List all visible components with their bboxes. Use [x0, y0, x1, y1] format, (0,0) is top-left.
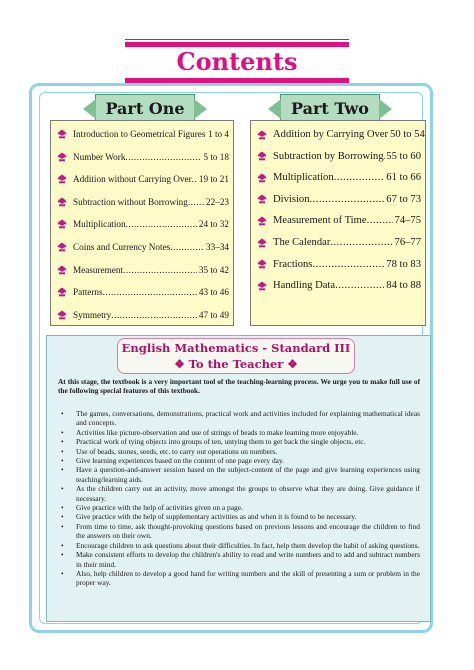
toc-entry-title: Addition by Carrying Over	[273, 129, 389, 140]
teacher-tip	[58, 456, 420, 465]
toc-entry-pages: 78 to 83	[386, 258, 421, 270]
toc-leader-dots	[188, 197, 204, 207]
ornament-bullet-icon	[257, 281, 267, 291]
teacher-tip-text: The games, conversations, demonstrations, practical work and activities included for explaining mathematical ideas and concepts.	[76, 409, 420, 428]
toc-leader-dots	[335, 280, 384, 291]
toc-entry-title: Division	[273, 193, 310, 205]
toc-entry	[257, 280, 421, 291]
toc-entry-pages: 84 to 88	[386, 280, 421, 292]
toc-leader-dots	[330, 237, 392, 248]
bullet-dot-icon: •	[61, 521, 64, 531]
teacher-tip	[58, 428, 420, 437]
toc-entry-title: Multiplication	[73, 219, 126, 230]
teacher-tip-text: As the children carry out an activity, move amongst the groups to observe what they are doing. Give guidance if necessary.	[76, 484, 420, 503]
teacher-tip	[58, 512, 420, 521]
part-two-heading: Part Two	[291, 98, 369, 118]
ornament-bullet-icon	[257, 194, 267, 204]
bullet-dot-icon: •	[61, 512, 64, 522]
toc-entry	[257, 129, 425, 140]
teacher-tip-text: Encourage children to ask questions about their difficulties. In fact, help them develop the habit of asking questions.	[76, 540, 420, 550]
toc-entry-pages: 19 to 21	[198, 174, 229, 185]
toc-entry-pages: 35 to 42	[198, 264, 229, 275]
ornament-bullet-icon	[257, 130, 267, 140]
toc-leader-dots	[103, 287, 197, 297]
toc-leader-dots	[111, 310, 197, 320]
teacher-tip-text: From time to time, ask thought-provoking questions based on previous lessons and encourage the children to find the answers on their own.	[76, 521, 420, 541]
toc-entry-title: Measurement	[73, 264, 124, 275]
toc-leader-dots	[126, 219, 197, 229]
teacher-tip	[58, 550, 420, 569]
toc-entry	[57, 287, 229, 297]
part-one-toc	[50, 120, 234, 326]
toc-entry-pages: 5 to 18	[203, 151, 229, 162]
bullet-dot-icon: •	[61, 446, 64, 456]
bullet-dot-icon: •	[61, 503, 64, 513]
ornament-bullet-icon	[57, 287, 67, 297]
ornament-bullet-icon	[57, 152, 67, 162]
toc-entry-pages: 74–75	[394, 215, 421, 227]
ornament-bullet-icon	[257, 238, 267, 248]
bullet-dot-icon: •	[61, 456, 64, 466]
teacher-notes-intro: At this stage, the textbook is a very important tool of the teaching-learning process. We urge you to make full use of the following special features of this textbook.	[58, 377, 420, 395]
teacher-tip	[58, 447, 420, 456]
toc-entry	[57, 242, 229, 252]
toc-entry-pages: 47 to 49	[198, 309, 229, 320]
toc-entry-title: Fractions	[273, 258, 313, 270]
ornament-bullet-icon	[257, 151, 267, 161]
bullet-dot-icon: •	[61, 465, 64, 475]
toc-entry-pages: 76–77	[394, 237, 421, 248]
part-one-banner	[95, 94, 195, 122]
bullet-dot-icon: •	[61, 437, 64, 447]
part-one-heading: Part One	[105, 98, 185, 118]
toc-entry	[257, 172, 421, 183]
bullet-dot-icon: •	[61, 409, 64, 418]
toc-entry	[57, 129, 229, 139]
toc-entry	[57, 152, 229, 162]
ornament-bullet-icon	[57, 219, 67, 229]
toc-entry	[257, 215, 421, 226]
toc-entry-title: Multiplication	[273, 172, 334, 184]
ornament-bullet-icon	[57, 242, 67, 252]
teacher-tip-text: Make consistent efforts to develop the children's ability to read and write numbers and to add and subtract numbers in their mind.	[76, 550, 420, 569]
toc-entry	[57, 174, 229, 184]
toc-entry	[57, 219, 229, 229]
toc-entry-title: Number Work	[73, 151, 126, 162]
ornament-bullet-icon	[57, 310, 67, 320]
toc-entry-pages: 43 to 46	[198, 287, 229, 298]
toc-entry	[257, 194, 421, 205]
toc-leader-dots	[170, 242, 204, 252]
ornament-bullet-icon	[257, 259, 267, 269]
teacher-tip-text: Use of beads, stones, seeds, etc. to carry out operations on numbers.	[76, 446, 278, 456]
toc-leader-dots	[367, 215, 393, 226]
ornament-bullet-icon	[57, 265, 67, 275]
toc-entry-pages: 55 to 60	[386, 150, 421, 162]
teacher-tip-text: Also, help children to develop a good hand for writing numbers and the skill of presenting a sum or problem in the proper way.	[76, 568, 420, 588]
teacher-tip-text: Give practice with the help of activities given on a page.	[76, 503, 243, 513]
toc-entry	[257, 151, 421, 162]
toc-entry-title: Patterns	[73, 287, 103, 298]
toc-entry-pages: 61 to 66	[386, 172, 421, 184]
ornament-bullet-icon	[57, 129, 67, 139]
ornament-bullet-icon	[257, 216, 267, 226]
teacher-notes-title-box	[117, 338, 355, 374]
toc-entry-pages: 67 to 73	[386, 193, 421, 205]
teacher-tip	[58, 484, 420, 503]
toc-entry	[57, 265, 229, 275]
teacher-notes-heading: ❖ To the Teacher ❖	[174, 357, 298, 371]
teacher-tip-text: Give learning experiences based on the content of one page every day.	[76, 456, 285, 466]
toc-entry-title: Addition without Carrying Over	[73, 174, 192, 185]
toc-entry-title: Introduction to Geometrical Figures	[73, 129, 206, 139]
bullet-dot-icon: •	[61, 540, 64, 550]
toc-leader-dots	[334, 172, 385, 183]
ornament-bullet-icon	[257, 173, 267, 183]
toc-entry	[257, 259, 421, 270]
toc-entry-pages: 1 to 4	[208, 129, 229, 139]
toc-entry-title: Handling Data	[273, 280, 336, 292]
teacher-tip-text: Give practice with the help of supplementary activities as and when it is found to be necessary.	[76, 512, 357, 522]
teacher-tips-list	[58, 409, 420, 588]
toc-entry	[257, 237, 421, 248]
bullet-dot-icon: •	[61, 484, 64, 494]
toc-entry-title: Subtraction by Borrowing	[273, 150, 384, 162]
toc-leader-dots	[123, 265, 197, 275]
toc-leader-dots	[312, 259, 384, 270]
part-two-banner	[280, 94, 380, 122]
toc-entry-pages: 24 to 32	[198, 219, 229, 230]
part-two-toc	[250, 120, 426, 326]
teacher-tip	[58, 465, 420, 484]
toc-entry-title: Symmetry	[73, 309, 112, 320]
teacher-tip	[58, 522, 420, 541]
teacher-tip-text: Practical work of tying objects into groups of ten, untying them to get back the single objects, etc.	[76, 437, 366, 447]
bullet-dot-icon: •	[61, 550, 64, 560]
toc-entry	[57, 197, 229, 207]
ornament-bullet-icon	[57, 174, 67, 184]
toc-entry-title: Subtraction without Borrowing	[73, 196, 188, 207]
teacher-tip	[58, 569, 420, 588]
teacher-tip-text: Activities like picture-observation and use of strings of beads to make learning more enjoyable.	[76, 427, 359, 437]
teacher-tip-text: Have a question-and-answer session based on the subject-content of the page and give learning experiences using teaching/learning aids.	[76, 465, 420, 484]
toc-entry-pages: 50 to 54	[390, 129, 425, 140]
bullet-dot-icon: •	[61, 568, 64, 578]
bullet-dot-icon: •	[61, 427, 64, 437]
toc-leader-dots	[310, 194, 385, 205]
teacher-tip	[58, 409, 420, 428]
toc-entry-pages: 33–34	[206, 242, 229, 252]
ornament-bullet-icon	[57, 197, 67, 207]
toc-entry-title: The Calendar	[273, 237, 331, 248]
toc-entry-title: Measurement of Time	[273, 215, 367, 227]
toc-leader-dots	[125, 152, 201, 162]
teacher-tip	[58, 437, 420, 446]
page-title: Contents	[176, 47, 298, 76]
toc-entry-pages: 22–23	[206, 196, 229, 207]
teacher-tip	[58, 503, 420, 512]
toc-entry	[57, 310, 229, 320]
teacher-notes-subtitle: English Mathematics - Standard III	[121, 341, 351, 355]
teacher-tip	[58, 541, 420, 550]
toc-entry-title: Coins and Currency Notes	[73, 242, 171, 252]
